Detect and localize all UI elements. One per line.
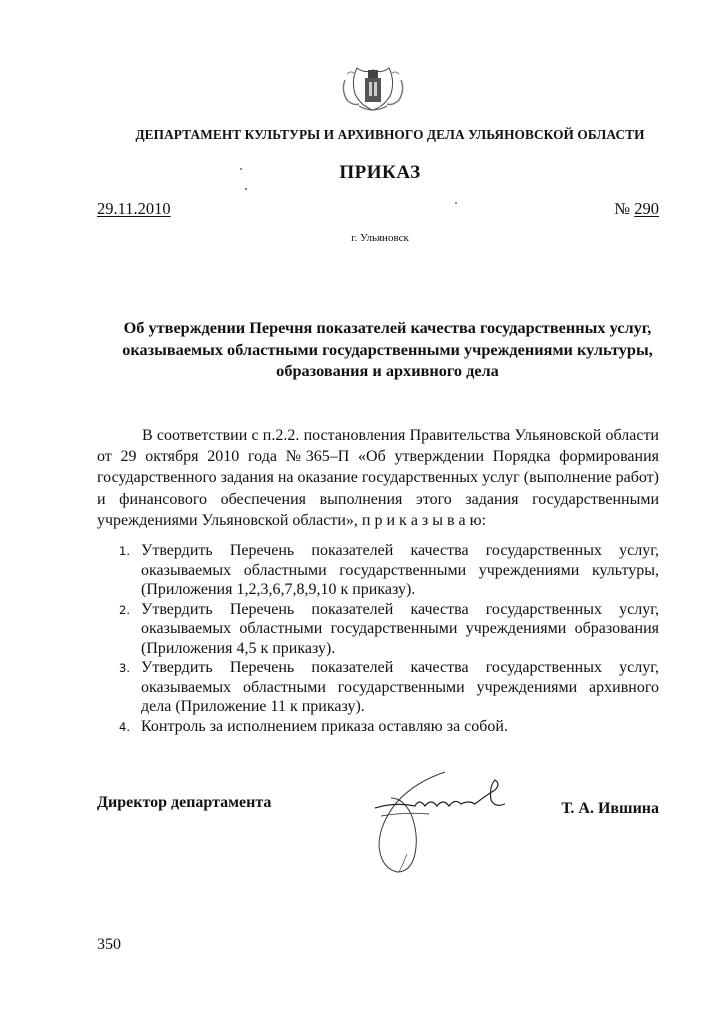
number-prefix: № bbox=[614, 199, 635, 218]
order-heading: Об утверждении Перечня показателей качества государственных услуг, оказываемых областными государственными учреждениями культуры, образования и архивного дела bbox=[122, 318, 653, 380]
department-name: ДЕПАРТАМЕНТ КУЛЬТУРЫ И АРХИВНОГО ДЕЛА УЛЬЯНОВСКОЙ ОБЛАСТИ bbox=[135, 127, 645, 142]
list-item-text: Утвердить Перечень показателей качества государственных услуг, оказываемых областными государственными учреждениями архивного дела (Приложение 11 к приказу). bbox=[141, 659, 659, 715]
list-item bbox=[97, 600, 659, 659]
scan-speck bbox=[240, 168, 242, 170]
list-item-text: Контроль за исполнением приказа оставляю за собой. bbox=[141, 717, 508, 735]
document-type-title: ПРИКАЗ bbox=[339, 162, 421, 183]
preamble-paragraph: В соответствии с п.2.2. постановления Правительства Ульяновской области от 29 октября 2010 года №365–П «Об утверждении Порядка формирования государственного задания на оказание государственных услуг (выполнение работ) и финансового обеспечения выполнения этого задания государственными учреждениями Ульяновской области», п р и к а з ы в а ю: bbox=[97, 427, 659, 529]
order-items-list bbox=[97, 541, 659, 736]
list-item-marker: 2. bbox=[119, 602, 130, 617]
coat-of-arms-emblem bbox=[337, 60, 409, 114]
list-item-text: Утвердить Перечень показателей качества государственных услуг, оказываемых областными государственными учреждениями культуры, (Приложения 1,2,3,6,7,8,9,10 к приказу). bbox=[141, 542, 659, 598]
number-value: 290 bbox=[634, 199, 659, 218]
scan-speck bbox=[245, 188, 247, 190]
page-number: 350 bbox=[97, 936, 121, 953]
scan-speck bbox=[455, 202, 457, 204]
order-date: 29.11.2010 bbox=[97, 199, 171, 218]
list-item-text: Утвердить Перечень показателей качества государственных услуг, оказываемых областными государственными учреждениями образования (Приложения 4,5 к приказу). bbox=[141, 600, 659, 657]
list-item-marker: 1. bbox=[119, 544, 130, 558]
list-item bbox=[97, 717, 659, 737]
list-item bbox=[97, 541, 659, 600]
list-item-marker: 3. bbox=[119, 661, 130, 675]
order-number bbox=[614, 199, 659, 219]
list-item-marker: 4. bbox=[119, 719, 130, 734]
signatory-position: Директор департамента bbox=[97, 794, 272, 811]
handwritten-signature bbox=[345, 768, 530, 878]
city-label: г. Ульяновск bbox=[351, 232, 409, 244]
list-item bbox=[97, 658, 659, 717]
signatory-name: Т. А. Ившина bbox=[561, 800, 659, 817]
